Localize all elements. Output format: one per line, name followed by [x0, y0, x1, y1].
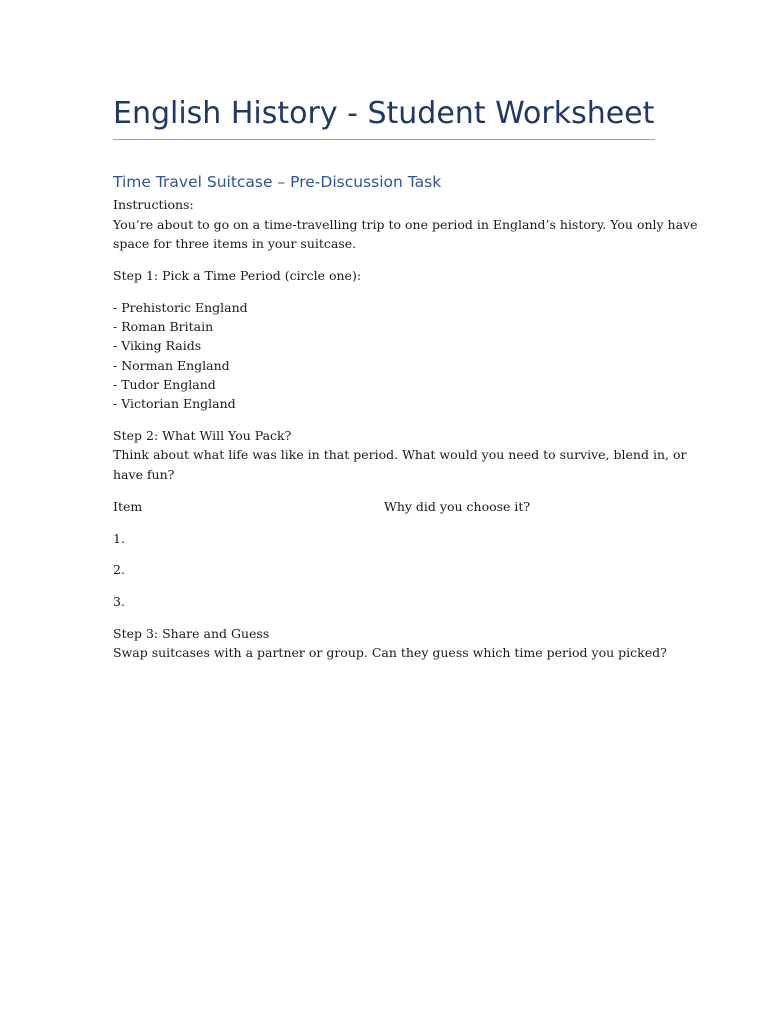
period-option: - Prehistoric England — [113, 300, 248, 315]
instructions-text-line-1: You’re about to go on a time-travelling trip to one period in England’s history. You only have — [113, 217, 698, 232]
page-title: English History - Student Worksheet — [113, 96, 655, 131]
instructions-text-line-2: space for three items in your suitcase. — [113, 236, 357, 251]
step3-heading: Step 3: Share and Guess — [113, 626, 270, 641]
step2-text-line-2: have fun? — [113, 467, 175, 482]
period-option: - Viking Raids — [113, 338, 202, 353]
period-option: - Victorian England — [113, 396, 236, 411]
instructions-label: Instructions: — [113, 197, 194, 212]
item-number: 1. — [113, 531, 125, 546]
period-option: - Norman England — [113, 358, 230, 373]
item-number: 3. — [113, 594, 125, 609]
period-option: - Roman Britain — [113, 319, 214, 334]
period-option: - Tudor England — [113, 377, 216, 392]
step3-text-line-1: Swap suitcases with a partner or group. Can they guess which time period you picked? — [113, 645, 667, 660]
table-header-reason: Why did you choose it? — [384, 499, 531, 514]
step2-text-line-1: Think about what life was like in that period. What would you need to survive, blend in, or — [113, 447, 687, 462]
step2-heading: Step 2: What Will You Pack? — [113, 428, 292, 443]
title-underline — [113, 139, 655, 140]
table-header-item: Item — [113, 499, 143, 514]
section-subtitle: Time Travel Suitcase – Pre-Discussion Task — [113, 173, 442, 191]
item-number: 2. — [113, 562, 125, 577]
step1-heading: Step 1: Pick a Time Period (circle one): — [113, 268, 362, 283]
